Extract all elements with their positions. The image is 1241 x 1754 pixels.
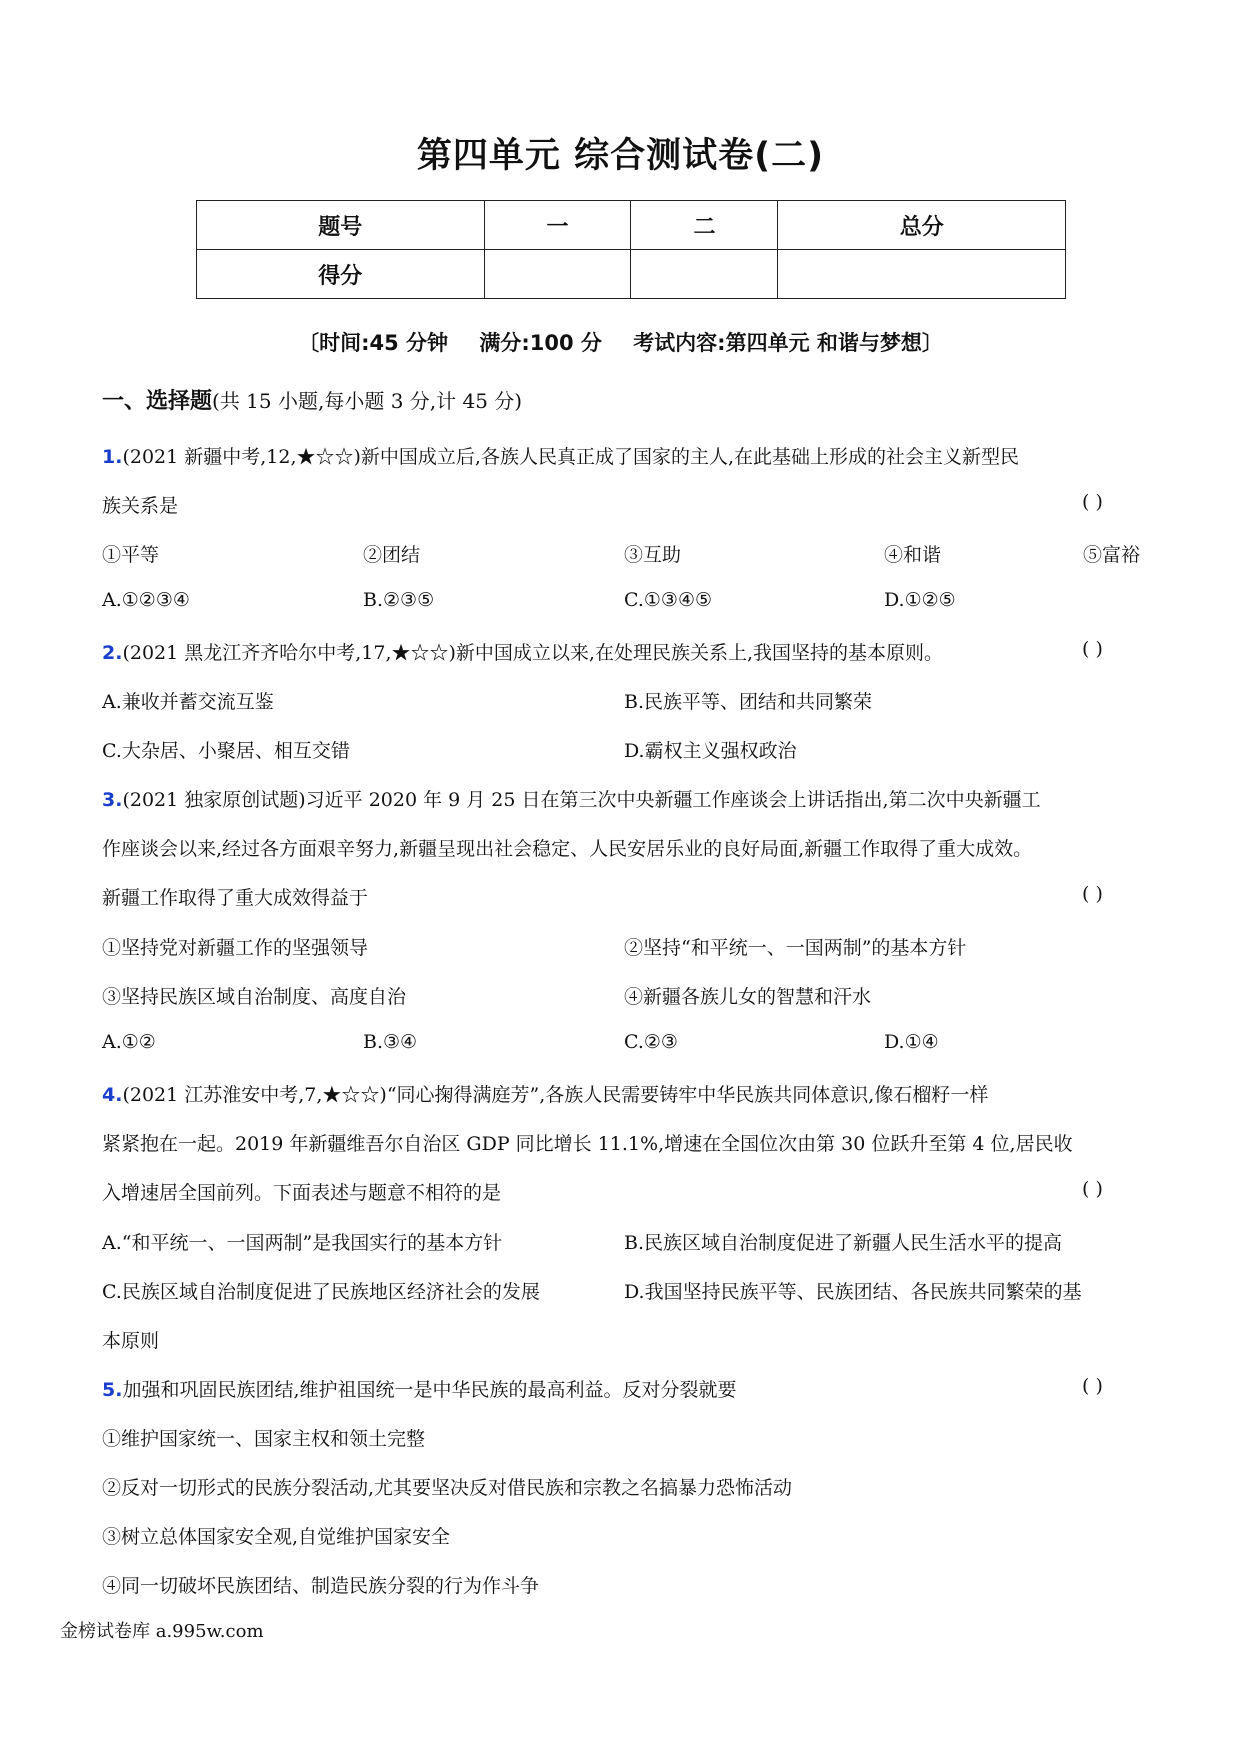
question-3-stem-line [102, 834, 1032, 861]
q3-item: ①坚持党对新疆工作的坚强领导 [102, 937, 369, 959]
q1-item: ②团结 [363, 544, 421, 566]
question-number: 1. [102, 446, 123, 468]
question-text: 加强和巩固民族团结,维护祖国统一是中华民族的最高利益。反对分裂就要 [122, 1379, 737, 1401]
question-text: 作座谈会以来,经过各方面艰辛努力,新疆呈现出社会稳定、人民安居乐业的良好局面,新疆工作取得了重大成效。 [102, 838, 1033, 860]
page-title: 第四单元 综合测试卷(二) [416, 136, 825, 176]
question-4-stem-line [102, 1129, 1073, 1156]
q3-item: ②坚持“和平统一、一国两制”的基本方针 [624, 937, 967, 959]
q3-item: ③坚持民族区域自治制度、高度自治 [102, 986, 407, 1008]
question-number: 5. [102, 1379, 123, 1401]
question-5-stem-line [102, 1375, 737, 1402]
q1-option-d: D.①②⑤ [884, 589, 956, 611]
q1-item: ③互助 [624, 544, 682, 566]
question-number: 3. [102, 789, 123, 811]
q1-option-b: B.②③⑤ [363, 589, 435, 611]
question-3-stem-line [102, 883, 368, 910]
q5-item: ②反对一切形式的民族分裂活动,尤其要坚决反对借民族和宗教之名搞暴力恐怖活动 [102, 1477, 793, 1499]
score-row-label: 得分 [197, 250, 485, 299]
answer-blank: ( ) [1082, 638, 1103, 660]
exam-full-score: 满分:100 分 [479, 331, 602, 355]
score-cell-empty [484, 250, 631, 299]
footer-watermark: 金榜试卷库 a.995w.com [60, 1621, 264, 1642]
score-table-score-row [197, 250, 1066, 299]
question-number: 2. [102, 642, 123, 664]
q3-option-c: C.②③ [624, 1031, 678, 1053]
score-table [196, 200, 1066, 299]
question-3-stem-line [102, 785, 1041, 812]
answer-blank: ( ) [1082, 883, 1103, 905]
q5-item: ④同一切破坏民族团结、制造民族分裂的行为作斗争 [102, 1575, 540, 1597]
score-table-header-row [197, 201, 1066, 250]
score-cell-empty [631, 250, 778, 299]
question-text: 入增速居全国前列。下面表述与题意不相符的是 [102, 1182, 502, 1204]
q1-option-a: A.①②③④ [102, 589, 190, 611]
question-text: 紧紧抱在一起。2019 年新疆维吾尔自治区 GDP 同比增长 11.1%,增速在全国位次由第 30 位跃升至第 4 位,居民收 [102, 1133, 1073, 1155]
exam-info [0, 327, 1241, 357]
q2-option-c: C.大杂居、小聚居、相互交错 [102, 740, 350, 762]
score-header-cell: 二 [631, 201, 778, 250]
q4-option-d: D.我国坚持民族平等、民族团结、各民族共同繁荣的基 [624, 1281, 1082, 1303]
exam-time: 〔时间:45 分钟 [298, 331, 449, 355]
question-1-stem-line [102, 442, 1019, 469]
q4-option-d-continued: 本原则 [102, 1330, 160, 1352]
score-header-cell: 一 [484, 201, 631, 250]
section-desc: (共 15 小题,每小题 3 分,计 45 分) [212, 389, 523, 413]
q1-option-c: C.①③④⑤ [624, 589, 713, 611]
q4-option-b: B.民族区域自治制度促进了新疆人民生活水平的提高 [624, 1232, 1063, 1254]
q3-option-b: B.③④ [363, 1031, 418, 1053]
question-4-stem-line [102, 1178, 501, 1205]
q5-item: ①维护国家统一、国家主权和领土完整 [102, 1428, 426, 1450]
q3-option-a: A.①② [102, 1031, 156, 1053]
section-label: 一、选择题 [102, 389, 213, 414]
section-heading [102, 384, 522, 415]
q1-item: ⑤富裕 [1083, 544, 1141, 566]
q2-option-a: A.兼收并蓄交流互鉴 [102, 691, 274, 713]
q3-item: ④新疆各族儿女的智慧和汗水 [624, 986, 872, 1008]
answer-blank: ( ) [1082, 1178, 1103, 1200]
question-text: (2021 新疆中考,12,★☆☆)新中国成立后,各族人民真正成了国家的主人,在此基础上形成的社会主义新型民 [122, 446, 1020, 468]
q3-option-d: D.①④ [884, 1031, 939, 1053]
q5-item: ③树立总体国家安全观,自觉维护国家安全 [102, 1526, 451, 1548]
question-text: (2021 江苏淮安中考,7,★☆☆)“同心掬得满庭芳”,各族人民需要铸牢中华民族共同体意识,像石榴籽一样 [122, 1084, 989, 1106]
question-number: 4. [102, 1084, 123, 1106]
score-header-cell: 总分 [778, 201, 1066, 250]
score-header-cell: 题号 [197, 201, 485, 250]
question-text: 新疆工作取得了重大成效得益于 [102, 887, 369, 909]
answer-blank: ( ) [1082, 491, 1103, 513]
question-text: 族关系是 [102, 495, 179, 517]
exam-content: 考试内容:第四单元 和谐与梦想〕 [633, 331, 943, 355]
question-1-stem-line [102, 491, 178, 518]
question-text: (2021 黑龙江齐齐哈尔中考,17,★☆☆)新中国成立以来,在处理民族关系上,我国坚持的基本原则。 [122, 642, 944, 664]
question-2-stem-line [102, 638, 943, 665]
q4-option-c: C.民族区域自治制度促进了民族地区经济社会的发展 [102, 1281, 540, 1303]
answer-blank: ( ) [1082, 1375, 1103, 1397]
q2-option-d: D.霸权主义强权政治 [624, 740, 797, 762]
score-cell-empty [778, 250, 1066, 299]
q4-option-a: A.“和平统一、一国两制”是我国实行的基本方针 [102, 1232, 503, 1254]
question-4-stem-line [102, 1080, 988, 1107]
question-text: (2021 独家原创试题)习近平 2020 年 9 月 25 日在第三次中央新疆工作座谈会上讲话指出,第二次中央新疆工 [122, 789, 1041, 811]
q1-item: ④和谐 [884, 544, 942, 566]
q2-option-b: B.民族平等、团结和共同繁荣 [624, 691, 873, 713]
q1-item: ①平等 [102, 544, 160, 566]
